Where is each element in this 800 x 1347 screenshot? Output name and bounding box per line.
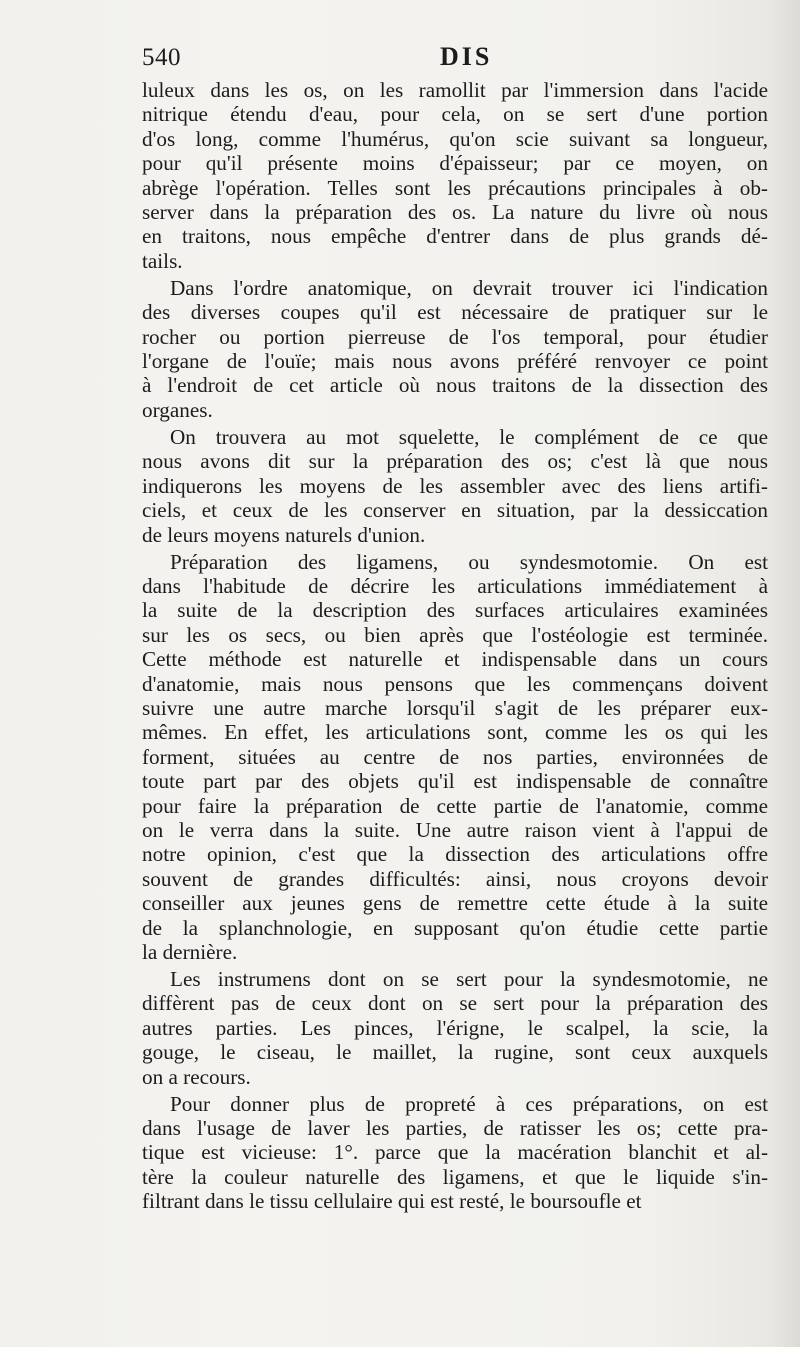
text-line: pour faire la préparation de cette partie de l'anatomie, comme <box>142 793 768 818</box>
text-line: la dernière. <box>142 940 238 964</box>
paragraph <box>142 550 768 965</box>
text-line: tails. <box>142 248 183 273</box>
text-line: luleux dans les os, on les ramollit par l'immersion dans l'acide <box>142 78 768 102</box>
text-line: Préparation des ligamens, ou syndesmotomie. On est <box>170 549 768 574</box>
text-line: notre opinion, c'est que la dissection des articulations offre <box>142 842 768 867</box>
text-line: nitrique étendu d'eau, pour cela, on se sert d'une portion <box>142 102 768 127</box>
text-line: souvent de grandes difficultés: ainsi, nous croyons devoir <box>142 866 768 891</box>
text-line: en traitons, nous empêche d'entrer dans de plus grands dé- <box>142 224 768 249</box>
text-line: On trouvera au mot squelette, le complément de ce que <box>170 424 768 449</box>
paragraph <box>142 967 768 1089</box>
paragraph <box>142 1092 768 1214</box>
text-line: organes. <box>142 397 213 422</box>
text-line: rocher ou portion pierreuse de l'os temporal, pour étudier <box>142 324 768 349</box>
text-line: nous avons dit sur la préparation des os; c'est là que nous <box>142 449 768 474</box>
paragraph <box>142 78 768 273</box>
text-line: diffèrent pas de ceux dont on se sert pour la préparation des <box>142 991 768 1016</box>
text-line: tique est vicieuse: 1°. parce que la macération blanchit et al- <box>142 1140 768 1165</box>
page-number: 540 <box>142 44 181 71</box>
text-line: indiquerons les moyens de les assembler avec des liens artifi- <box>142 473 768 498</box>
page-header <box>140 44 770 80</box>
text-line: tère la couleur naturelle des ligamens, et que le liquide s'in- <box>142 1164 768 1189</box>
text-line: suivre une autre marche lorsqu'il s'agit de les préparer eux- <box>142 695 768 720</box>
text-line: filtrant dans le tissu cellulaire qui est resté, le boursoufle et <box>142 1189 642 1214</box>
text-line: abrège l'opération. Telles sont les précautions principales à ob- <box>142 175 768 200</box>
text-line: Pour donner plus de propreté à ces préparations, on est <box>170 1091 768 1116</box>
text-line: conseiller aux jeunes gens de remettre cette étude à la suite <box>142 891 768 916</box>
text-line: mêmes. En effet, les articulations sont, comme les os qui les <box>142 720 768 745</box>
text-line: d'anatomie, mais nous pensons que les commençans doivent <box>142 671 768 696</box>
text-line: on a recours. <box>142 1064 251 1089</box>
text-line: autres parties. Les pinces, l'érigne, le scalpel, la scie, la <box>142 1015 768 1040</box>
text-line: de leurs moyens naturels d'union. <box>142 522 426 547</box>
text-body <box>142 78 768 1214</box>
text-line: dans l'habitude de décrire les articulations immédiatement à <box>142 573 768 598</box>
text-line: Dans l'ordre anatomique, on devrait trouver ici l'indication <box>170 275 768 300</box>
text-line: toute part par des objets qu'il est indispensable de connaître <box>142 769 768 794</box>
paragraph <box>142 276 768 422</box>
text-line: Cette méthode est naturelle et indispensable dans un cours <box>142 647 768 672</box>
text-line: d'os long, comme l'humérus, qu'on scie suivant sa longueur, <box>142 126 768 151</box>
text-line: ciels, et ceux de les conserver en situation, par la dessiccation <box>142 498 768 523</box>
text-line: forment, situées au centre de nos parties, environnées de <box>142 744 768 769</box>
text-line: de la splanchnologie, en supposant qu'on étudie cette partie <box>142 915 768 940</box>
text-line: server dans la préparation des os. La nature du livre où nous <box>142 200 768 225</box>
paragraph <box>142 425 768 547</box>
text-line: Les instrumens dont on se sert pour la syndesmotomie, ne <box>170 967 768 991</box>
text-line: sur les os secs, ou bien après que l'ostéologie est terminée. <box>142 622 768 647</box>
text-line: l'organe de l'ouïe; mais nous avons préféré renvoyer ce point <box>142 349 768 374</box>
running-head: DIS <box>440 42 493 71</box>
text-line: des diverses coupes qu'il est nécessaire de pratiquer sur le <box>142 300 768 325</box>
text-line: dans l'usage de laver les parties, de ratisser les os; cette pra- <box>142 1116 768 1141</box>
text-line: on le verra dans la suite. Une autre raison vient à l'appui de <box>142 817 768 842</box>
text-line: à l'endroit de cet article où nous traitons de la dissection des <box>142 373 768 398</box>
text-line: la suite de la description des surfaces articulaires examinées <box>142 598 768 623</box>
text-line: pour qu'il présente moins d'épaisseur; par ce moyen, on <box>142 151 768 176</box>
text-line: gouge, le ciseau, le maillet, la rugine, sont ceux auxquels <box>142 1040 768 1065</box>
